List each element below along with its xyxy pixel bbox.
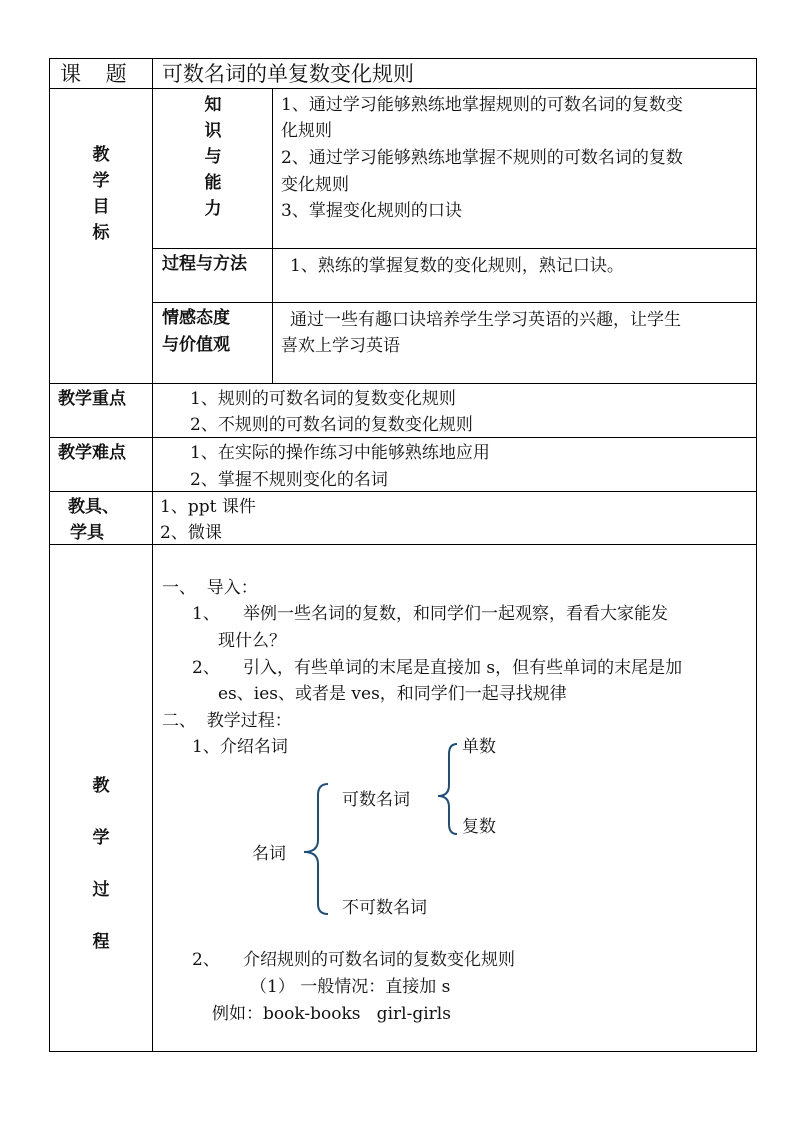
tools-line-1: 1、ppt 课件 [160,497,256,517]
key-points-label: 教学重点 [58,389,126,409]
rule-1: （1） 一般情况：直接加 s [250,977,451,997]
diagram-uncountable: 不可数名词 [342,898,427,918]
teaching-item-1: 1、介绍名词 [192,737,288,757]
emotion-line-1: 通过一些有趣口诀培养学生学习英语的兴趣，让学生 [290,310,681,330]
intro-item-2-line-2: es、ies、或者是 ves，和同学们一起寻找规律 [218,684,567,704]
intro-item-1-line-1: 举例一些名词的复数，和同学们一起观察，看看大家能发 [243,604,668,624]
process-method-label: 过程与方法 [162,254,247,274]
tools-label-line-1: 教具、 [68,497,119,517]
difficulties-line-2: 2、掌握不规则变化的名词 [190,470,388,490]
intro-item-2-number: 2、 [192,658,220,678]
intro-item-2-line-1: 引入，有些单词的末尾是直接加 s，但有些单词的末尾是加 [243,658,683,678]
difficulties-label: 教学难点 [58,443,126,463]
emotion-line-2: 喜欢上学习英语 [281,336,400,356]
process-method-line: 1、熟练的掌握复数的变化规则，熟记口诀。 [290,256,624,276]
countable-brace [438,744,457,834]
teaching-heading: 二、 教学过程： [162,711,292,731]
tools-label-line-2: 学具 [70,523,104,543]
emotion-label-line-1: 情感态度 [162,308,230,328]
key-points-line-1: 1、规则的可数名词的复数变化规则 [190,389,456,409]
difficulties-line-1: 1、在实际的操作练习中能够熟练地应用 [190,443,490,463]
emotion-label-line-2: 与价值观 [162,335,230,355]
root-brace [304,784,328,914]
process-section-label: 教 学 过 程 [92,776,110,952]
teaching-item-2-number: 2、 [192,950,220,970]
knowledge-line-2: 化规则 [281,121,332,141]
objectives-section-label: 教 学 目 标 [92,145,110,243]
intro-item-1-line-2: 现什么？ [218,631,286,651]
diagram-countable: 可数名词 [342,790,410,810]
diagram-plural: 复数 [462,817,496,837]
knowledge-line-1: 1、通过学习能够熟练地掌握规则的可数名词的复数变 [281,95,683,115]
knowledge-line-4: 变化规则 [281,175,349,195]
example-line: 例如：book-books girl-girls [212,1004,451,1024]
knowledge-label: 知 识 与 能 力 [204,95,222,219]
intro-heading: 一、 导入： [162,578,258,598]
teaching-item-2-text: 介绍规则的可数名词的复数变化规则 [243,950,515,970]
diagram-singular: 单数 [462,737,496,757]
intro-item-1-number: 1、 [192,604,220,624]
key-points-line-2: 2、不规则的可数名词的复数变化规则 [190,415,473,435]
diagram-root-noun: 名词 [252,844,286,864]
knowledge-line-3: 2、通过学习能够熟练地掌握不规则的可数名词的复数 [281,148,683,168]
knowledge-line-5: 3、掌握变化规则的口诀 [281,201,462,221]
header-label: 课 题 [60,62,127,86]
tools-line-2: 2、微课 [160,523,222,543]
page-title: 可数名词的单复数变化规则 [162,62,414,86]
